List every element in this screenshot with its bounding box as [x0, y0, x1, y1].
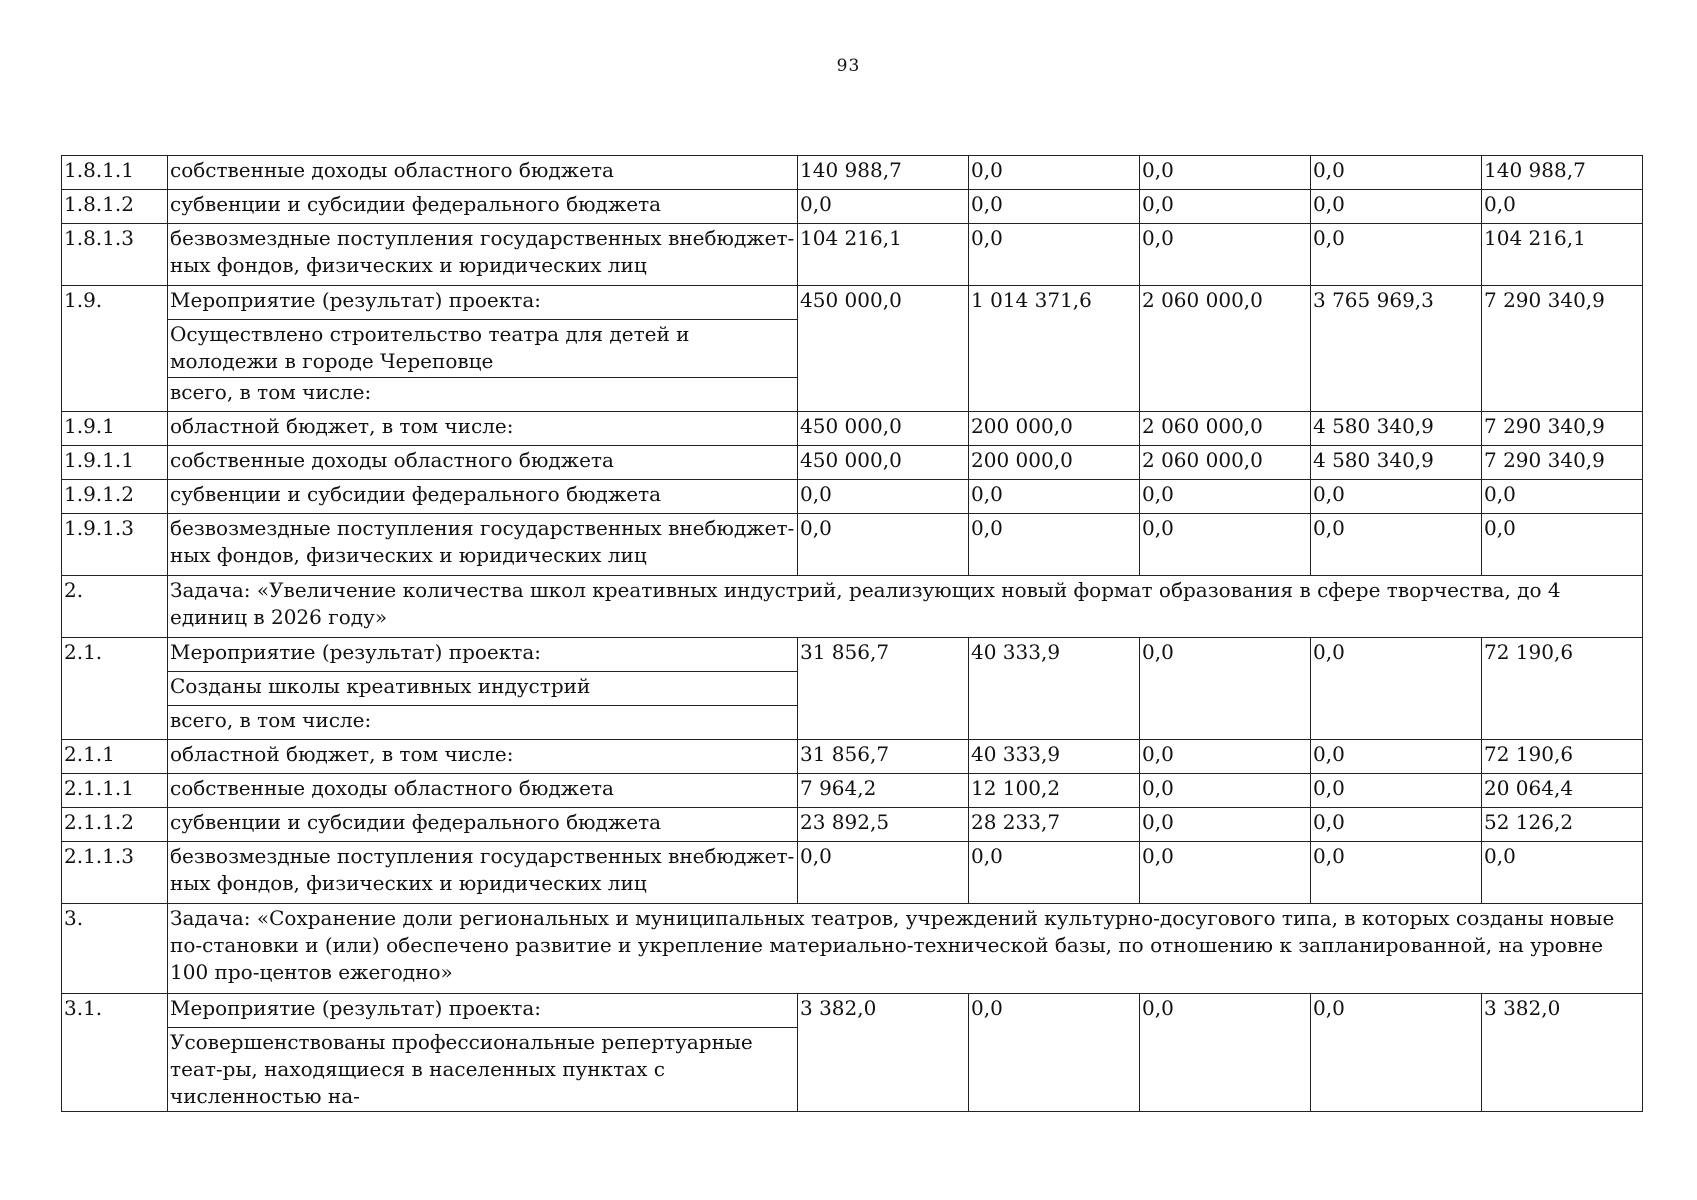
value-cell-2: 0,0 [969, 480, 1140, 514]
page-number: 93 [836, 56, 861, 76]
table-row [62, 514, 1643, 576]
row-label: безвозмездные поступления государственных внебюджет-ных фондов, физических и юридических лиц [168, 514, 798, 576]
value-cell-2: 28 233,7 [969, 808, 1140, 842]
measure-total-label: всего, в том числе: [168, 378, 798, 412]
total-cell: 0,0 [1482, 842, 1643, 904]
total-cell: 0,0 [1482, 480, 1643, 514]
value-cell-4: 3 765 969,3 [1311, 286, 1482, 412]
total-cell: 52 126,2 [1482, 808, 1643, 842]
row-label: безвозмездные поступления государственных внебюджет-ных фондов, физических и юридических лиц [168, 842, 798, 904]
value-cell-4: 0,0 [1311, 638, 1482, 740]
table-row [62, 638, 1643, 672]
value-cell-3: 0,0 [1140, 740, 1311, 774]
table-row [62, 190, 1643, 224]
measure-description: Усовершенствованы профессиональные репертуарные теат-ры, находящиеся в населенных пунктах с численностью на- [168, 1028, 798, 1112]
table-row [62, 480, 1643, 514]
value-cell-3: 0,0 [1140, 994, 1311, 1112]
value-cell-2: 0,0 [969, 514, 1140, 576]
total-cell: 7 290 340,9 [1482, 446, 1643, 480]
table-row [62, 412, 1643, 446]
value-cell-1: 23 892,5 [798, 808, 969, 842]
table-row [62, 446, 1643, 480]
value-cell-1: 7 964,2 [798, 774, 969, 808]
task-description: Задача: «Сохранение доли региональных и муниципальных театров, учреждений культурно-досугового типа, в которых созданы новые по-становки и (или) обеспечено развитие и укрепление материально-технической базы, по отношению к запланированной, на уровне 100 про-центов ежегодно» [168, 904, 1643, 994]
value-cell-2: 200 000,0 [969, 446, 1140, 480]
table-row [62, 774, 1643, 808]
row-code: 1.9. [62, 286, 168, 412]
row-label: собственные доходы областного бюджета [168, 446, 798, 480]
row-label: собственные доходы областного бюджета [168, 156, 798, 190]
row-label: Мероприятие (результат) проекта: [168, 638, 798, 672]
value-cell-2: 0,0 [969, 190, 1140, 224]
row-code: 1.8.1.1 [62, 156, 168, 190]
value-cell-4: 0,0 [1311, 224, 1482, 286]
row-code: 1.8.1.2 [62, 190, 168, 224]
row-label: областной бюджет, в том числе: [168, 740, 798, 774]
total-cell: 140 988,7 [1482, 156, 1643, 190]
value-cell-4: 0,0 [1311, 842, 1482, 904]
value-cell-2: 200 000,0 [969, 412, 1140, 446]
row-label: субвенции и субсидии федерального бюджета [168, 190, 798, 224]
row-label: субвенции и субсидии федерального бюджета [168, 480, 798, 514]
value-cell-2: 0,0 [969, 156, 1140, 190]
value-cell-3: 0,0 [1140, 514, 1311, 576]
row-label: Мероприятие (результат) проекта: [168, 994, 798, 1028]
value-cell-4: 4 580 340,9 [1311, 412, 1482, 446]
row-code: 3. [62, 904, 168, 994]
value-cell-1: 450 000,0 [798, 286, 969, 412]
row-code: 2.1. [62, 638, 168, 740]
value-cell-1: 140 988,7 [798, 156, 969, 190]
table-row [62, 576, 1643, 638]
value-cell-1: 450 000,0 [798, 446, 969, 480]
row-code: 1.9.1.3 [62, 514, 168, 576]
value-cell-4: 0,0 [1311, 190, 1482, 224]
total-cell: 0,0 [1482, 190, 1643, 224]
measure-description: Созданы школы креативных индустрий [168, 672, 798, 706]
value-cell-4: 0,0 [1311, 994, 1482, 1112]
total-cell: 7 290 340,9 [1482, 412, 1643, 446]
value-cell-4: 0,0 [1311, 808, 1482, 842]
value-cell-3: 0,0 [1140, 808, 1311, 842]
row-code: 1.9.1 [62, 412, 168, 446]
measure-description: Осуществлено строительство театра для детей и молодежи в городе Череповце [168, 320, 798, 378]
value-cell-3: 0,0 [1140, 480, 1311, 514]
row-code: 1.9.1.2 [62, 480, 168, 514]
table-row [62, 156, 1643, 190]
value-cell-2: 0,0 [969, 994, 1140, 1112]
value-cell-1: 0,0 [798, 842, 969, 904]
row-code: 2.1.1 [62, 740, 168, 774]
value-cell-4: 0,0 [1311, 480, 1482, 514]
table-row [62, 224, 1643, 286]
row-label: собственные доходы областного бюджета [168, 774, 798, 808]
value-cell-4: 0,0 [1311, 514, 1482, 576]
total-cell: 20 064,4 [1482, 774, 1643, 808]
value-cell-4: 0,0 [1311, 740, 1482, 774]
total-cell: 72 190,6 [1482, 638, 1643, 740]
table-row [62, 842, 1643, 904]
total-cell: 0,0 [1482, 514, 1643, 576]
row-label: областной бюджет, в том числе: [168, 412, 798, 446]
value-cell-3: 0,0 [1140, 190, 1311, 224]
value-cell-3: 2 060 000,0 [1140, 446, 1311, 480]
value-cell-3: 0,0 [1140, 774, 1311, 808]
total-cell: 7 290 340,9 [1482, 286, 1643, 412]
row-code: 2.1.1.1 [62, 774, 168, 808]
value-cell-1: 0,0 [798, 190, 969, 224]
value-cell-4: 0,0 [1311, 156, 1482, 190]
value-cell-4: 0,0 [1311, 774, 1482, 808]
value-cell-3: 0,0 [1140, 842, 1311, 904]
value-cell-3: 2 060 000,0 [1140, 286, 1311, 412]
row-code: 2.1.1.3 [62, 842, 168, 904]
value-cell-2: 0,0 [969, 224, 1140, 286]
value-cell-3: 0,0 [1140, 638, 1311, 740]
task-description: Задача: «Увеличение количества школ креативных индустрий, реализующих новый формат образования в сфере творчества, до 4 единиц в 2026 году» [168, 576, 1643, 638]
value-cell-2: 40 333,9 [969, 638, 1140, 740]
value-cell-1: 31 856,7 [798, 638, 969, 740]
measure-total-label: всего, в том числе: [168, 706, 798, 740]
row-label: Мероприятие (результат) проекта: [168, 286, 798, 320]
row-code: 3.1. [62, 994, 168, 1112]
value-cell-2: 40 333,9 [969, 740, 1140, 774]
row-code: 1.9.1.1 [62, 446, 168, 480]
total-cell: 3 382,0 [1482, 994, 1643, 1112]
value-cell-1: 0,0 [798, 514, 969, 576]
total-cell: 104 216,1 [1482, 224, 1643, 286]
budget-table [61, 155, 1643, 1112]
value-cell-1: 450 000,0 [798, 412, 969, 446]
value-cell-1: 31 856,7 [798, 740, 969, 774]
row-label: безвозмездные поступления государственных внебюджет-ных фондов, физических и юридических лиц [168, 224, 798, 286]
table-row [62, 286, 1643, 320]
value-cell-3: 0,0 [1140, 224, 1311, 286]
value-cell-1: 0,0 [798, 480, 969, 514]
table-row [62, 904, 1643, 994]
row-code: 2. [62, 576, 168, 638]
value-cell-2: 12 100,2 [969, 774, 1140, 808]
row-code: 1.8.1.3 [62, 224, 168, 286]
table-row [62, 808, 1643, 842]
table-row [62, 740, 1643, 774]
table-row [62, 994, 1643, 1028]
value-cell-2: 0,0 [969, 842, 1140, 904]
value-cell-3: 2 060 000,0 [1140, 412, 1311, 446]
value-cell-4: 4 580 340,9 [1311, 446, 1482, 480]
value-cell-1: 3 382,0 [798, 994, 969, 1112]
row-code: 2.1.1.2 [62, 808, 168, 842]
value-cell-3: 0,0 [1140, 156, 1311, 190]
row-label: субвенции и субсидии федерального бюджета [168, 808, 798, 842]
value-cell-1: 104 216,1 [798, 224, 969, 286]
value-cell-2: 1 014 371,6 [969, 286, 1140, 412]
total-cell: 72 190,6 [1482, 740, 1643, 774]
